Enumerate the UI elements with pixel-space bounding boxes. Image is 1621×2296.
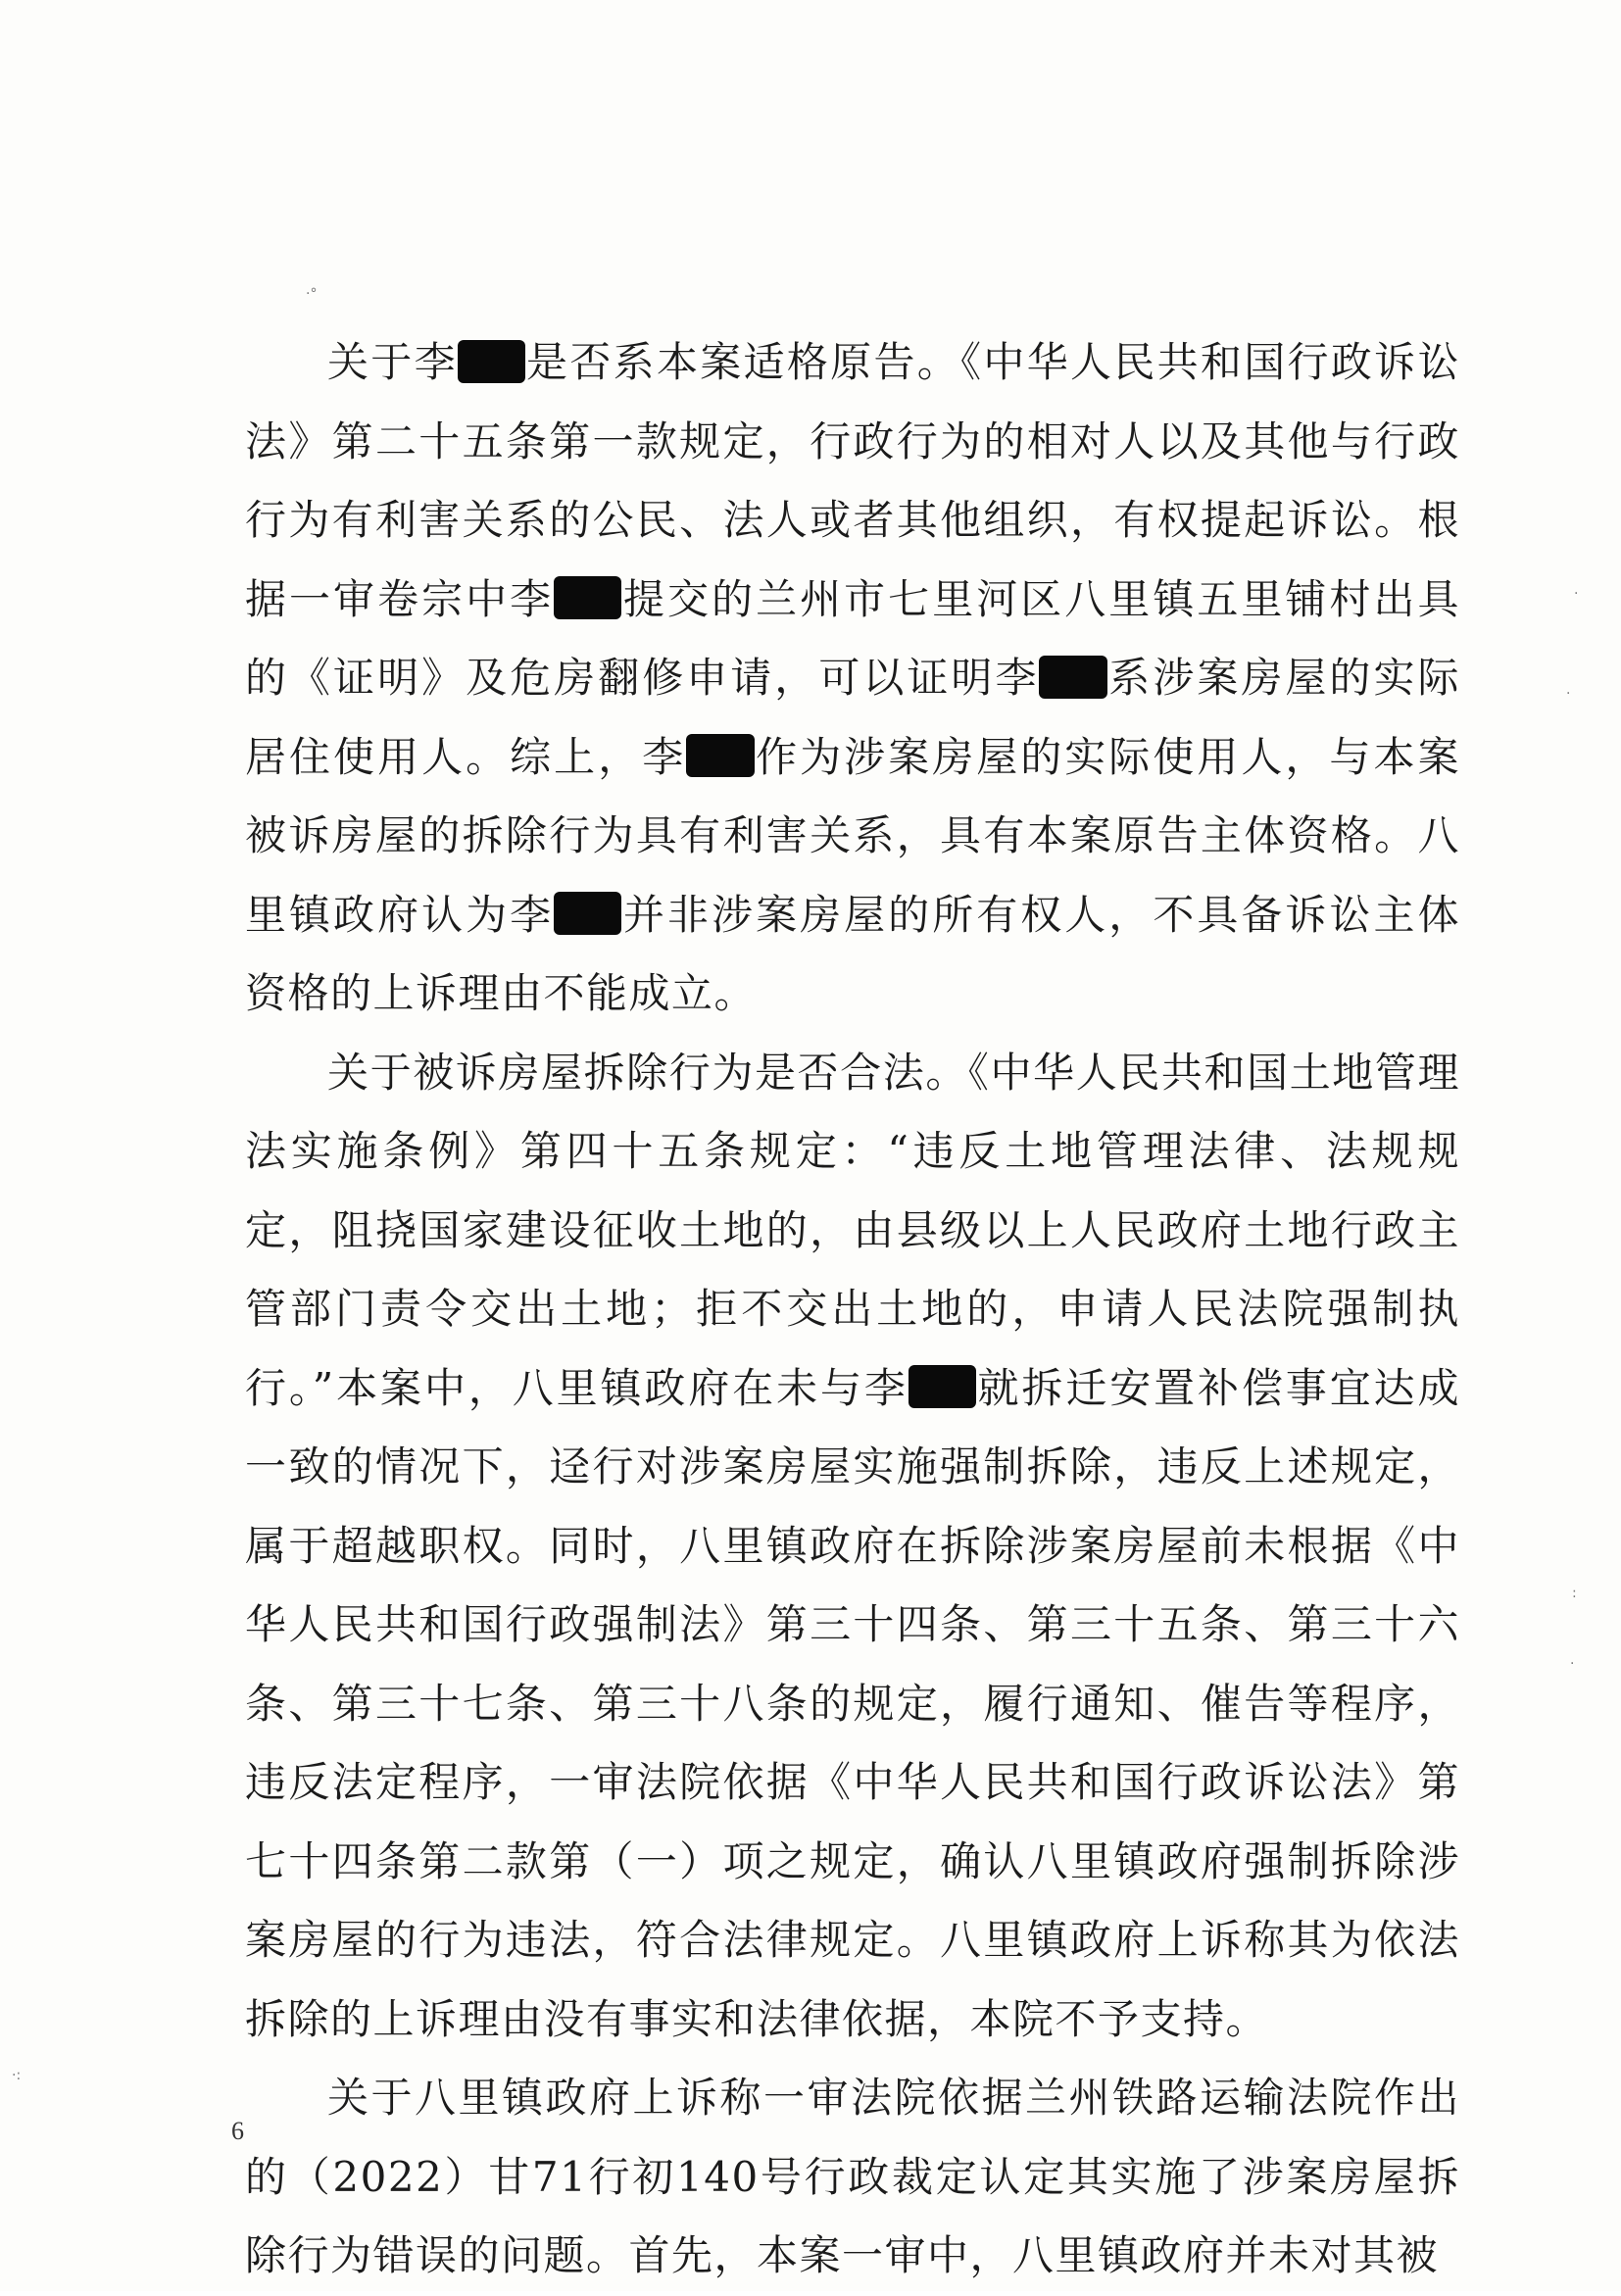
redaction-block — [554, 892, 621, 935]
page-number: 6 — [231, 2117, 244, 2145]
paragraph-text: 提交的兰州市七里河区八里镇五里铺村出具的《证明》及危房翻修申请，可以证明李 — [245, 574, 1460, 702]
scan-speck: ·° — [306, 286, 318, 302]
body-paragraph — [245, 2059, 1460, 2296]
redaction-block — [686, 734, 754, 777]
paragraph-text: 是否系本案适格原告。《中华人民共和国行政诉讼法》第二十五条第一款规定，行政行为的相对人以及其他与行政行为有利害关系的公民、法人或者其他组织，有权提起诉讼。根据一审卷宗中李 — [245, 338, 1460, 623]
scan-speck: · — [1566, 686, 1571, 702]
paragraph-text: 并非涉案房屋的所有权人，不具备诉讼主体资格的上诉理由不能成立。 — [245, 890, 1460, 1017]
scan-speck: ·: — [12, 2068, 22, 2083]
redaction-block — [1039, 656, 1106, 699]
paragraph-text: 关于被诉房屋拆除行为是否合法。《中华人民共和国土地管理法实施条例》第四十五条规定：“违反土地管理法律、法规规定，阻挠国家建设征收土地的，由县级以上人民政府土地行政主管部门责令交出土地；拒不交出土地的，申请人民法院强制执行。”本案中，八里镇政府在未与李 — [245, 1048, 1460, 1412]
paragraph-text: 就拆迁安置补偿事宜达成一致的情况下，迳行对涉案房屋实施强制拆除，违反上述规定，属于超越职权。同时，八里镇政府在拆除涉案房屋前未根据《中华人民共和国行政强制法》第三十四条、第三十五条、第三十六条、第三十七条、第三十八条的规定，履行通知、催告等程序，违反法定程序，一审法院依据《中华人民共和国行政诉讼法》第七十四条第二款第（一）项之规定，确认八里镇政府强制拆除涉案房屋的行为违法，符合法律规定。八里镇政府上诉称其为依法拆除的上诉理由没有事实和法律依据，本院不予支持。 — [245, 1363, 1460, 2043]
paragraph-text: 系涉案房屋的实际居住使用人。综上，李 — [245, 654, 1460, 781]
paragraph-text: 作为涉案房屋的实际使用人，与本案被诉房屋的拆除行为具有利害关系，具有本案原告主体资格。八里镇政府认为李 — [245, 732, 1460, 939]
redaction-block — [554, 576, 621, 619]
body-paragraph — [245, 323, 1460, 1034]
scan-speck: · — [1570, 1656, 1575, 1672]
scan-speck: · — [1574, 586, 1579, 602]
document-body — [245, 323, 1460, 2296]
redaction-block — [458, 340, 525, 383]
paragraph-text: 关于八里镇政府上诉称一审法院依据兰州铁路运输法院作出的（2022）甘71行初140号行政裁定认定其实施了涉案房屋拆除行为错误的问题。首先，本案一审中，八里镇政府并未对其被 — [245, 2074, 1460, 2279]
scan-speck: : — [1572, 1586, 1577, 1601]
redaction-block — [909, 1365, 976, 1408]
paragraph-text: 关于李 — [327, 338, 458, 386]
body-paragraph — [245, 1034, 1460, 2060]
